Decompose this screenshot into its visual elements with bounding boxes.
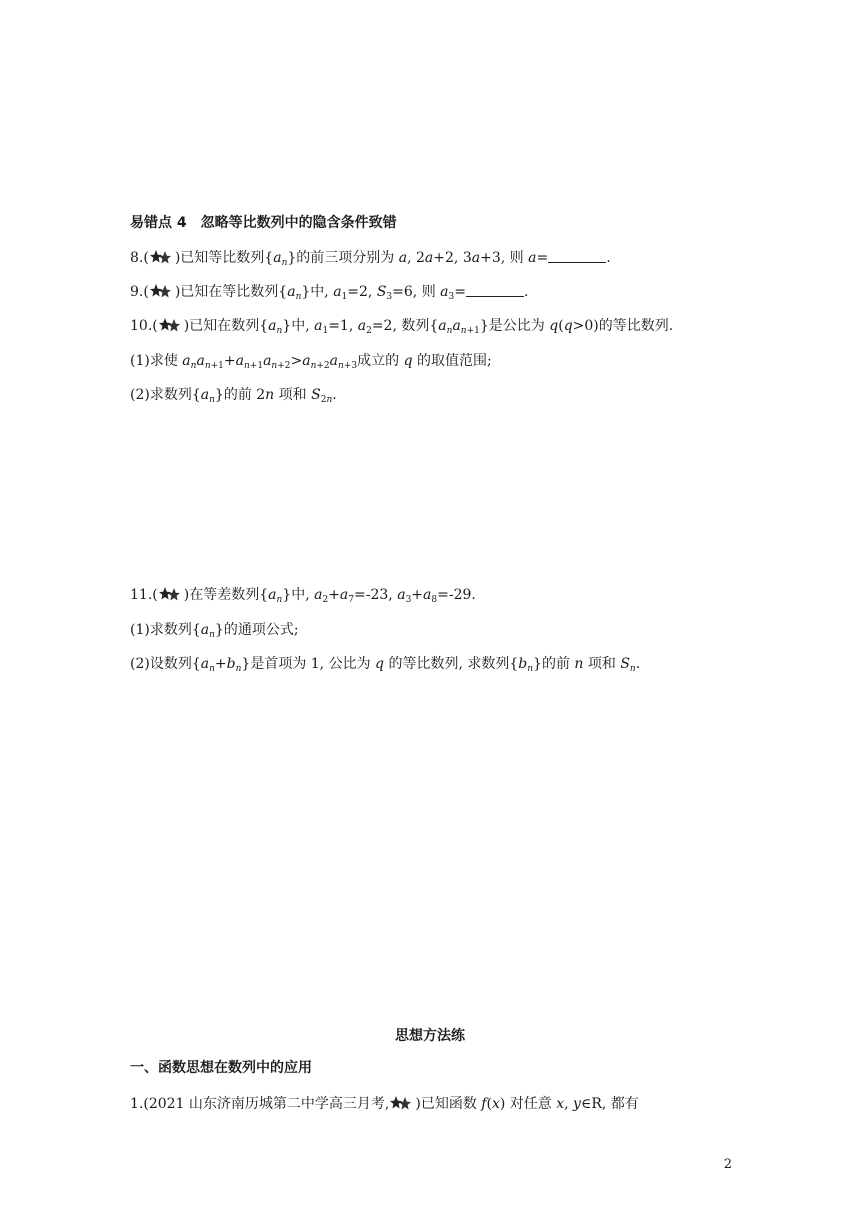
two-star-rating-icon <box>150 250 174 264</box>
question-11-part-2: (2)设数列$\{a_n+b_n\}$是首项为 1, 公比为 q 的等比数列, 求数列$\{b_n\}$的前 n 项和 $S_n$. <box>130 656 641 674</box>
question-10-part-1: (1)求使 $a_na_{n+1}+a_{n+1}a_{n+2}>a_{n+2}a_{n+3}$成立的 q 的取值范围; <box>130 353 492 371</box>
answer-blank[interactable] <box>466 283 524 297</box>
question-10: 10.( )已知在数列$\{a_n\}$中, $a_1=1$, $a_2=2$, 数列$\{a_na_{n+1}\}$是公比为 q(q>0)的等比数列. <box>130 318 674 336</box>
answer-blank[interactable] <box>548 249 606 263</box>
page-number: 2 <box>723 1157 732 1172</box>
section-heading: 易错点 4 忽略等比数列中的隐含条件致错 <box>130 215 397 231</box>
question-10-part-2: (2)求数列$\{a_n\}$的前 2n 项和 $S_{2n}$. <box>130 387 337 405</box>
section-title: 思想方法练 <box>395 1028 465 1044</box>
question-1: 1.(2021 山东济南历城第二中学高三月考, )已知函数 f(x) 对任意 x, y∈R, 都有 <box>130 1096 639 1112</box>
two-star-rating-icon <box>150 284 174 298</box>
two-star-rating-icon <box>159 587 183 601</box>
two-star-rating-icon <box>390 1096 414 1110</box>
question-11-part-1: (1)求数列$\{a_n\}$的通项公式; <box>130 622 299 640</box>
two-star-rating-icon <box>159 318 183 332</box>
question-11: 11.( )在等差数列$\{a_n\}$中, $a_2+a_7=-23$, $a_3+a_8=-29$. <box>130 587 476 605</box>
question-8: 8.( )已知等比数列$\{a_n\}$的前三项分别为 a, 2a+2, 3a+3, 则 a= . <box>130 250 611 268</box>
subsection-heading: 一、函数思想在数列中的应用 <box>130 1060 312 1076</box>
question-9: 9.( )已知在等比数列$\{a_n\}$中, $a_1=2$, $S_3=6$, 则 $a_3=$ . <box>130 284 529 302</box>
